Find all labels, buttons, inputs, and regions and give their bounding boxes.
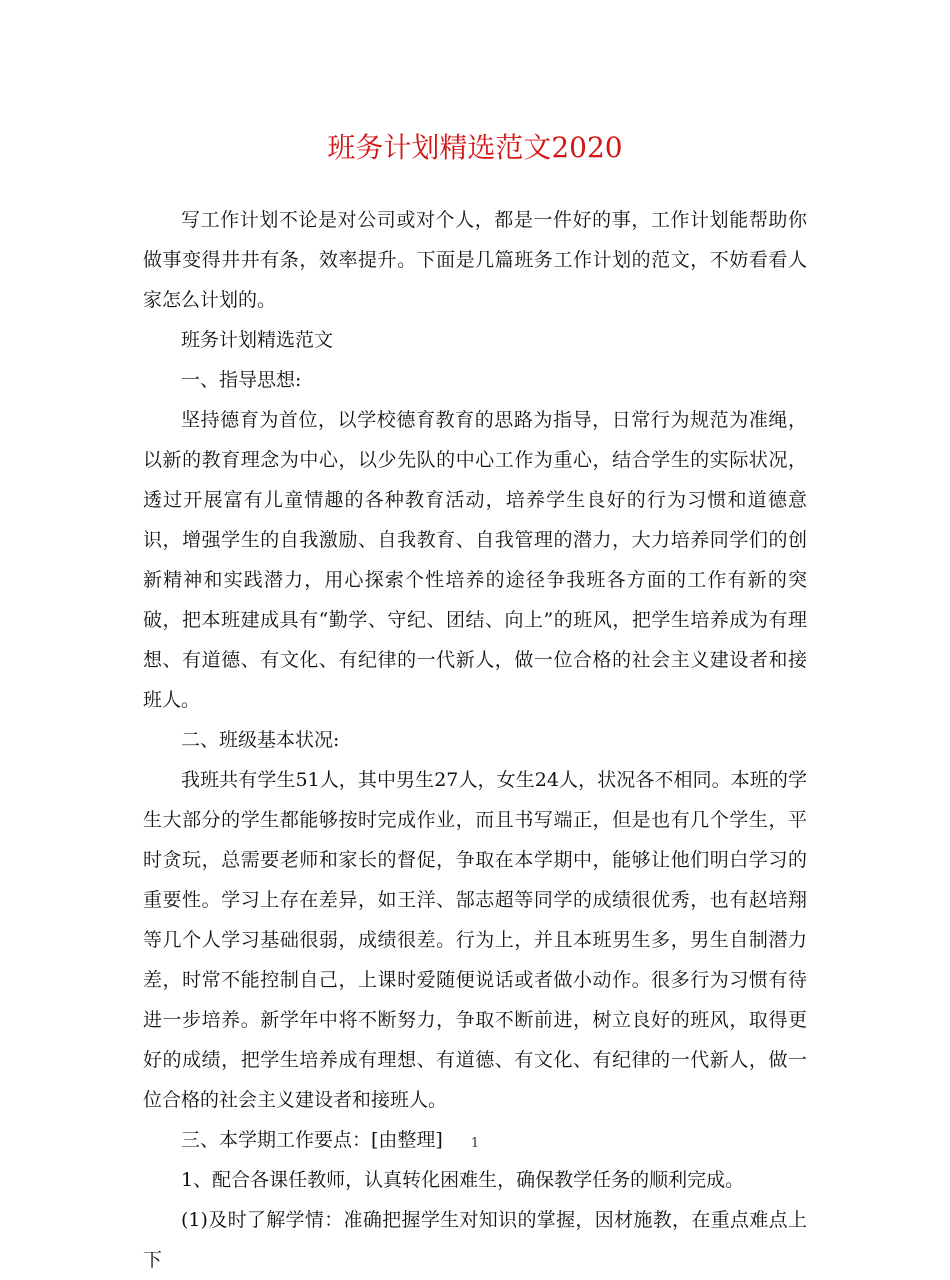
page-number: 1	[470, 1136, 480, 1151]
paragraph-class-status: 我班共有学生51人，其中男生27人，女生24人，状况各不相同。本班的学生大部分的学生都能够按时完成作业，而且书写端正，但是也有几个学生，平时贪玩，总需要老师和家长的督促，争取在本学期中，能够让他们明白学习的重要性。学习上存在差异，如王洋、郜志超等同学的成绩很优秀，也有赵培翔等几个人学习基础很弱，成绩很差。行为上，并且本班男生多，男生自制潜力差，时常不能控制自己，上课时爱随便说话或者做小动作。很多行为习惯有待进一步培养。新学年中将不断努力，争取不断前进，树立良好的班风，取得更好的成绩，把学生培养成有理想、有道德、有文化、有纪律的一代新人，做一位合格的社会主义建设者和接班人。	[143, 769, 807, 1111]
document-title: 班务计划精选范文2020	[327, 131, 623, 164]
document-body	[143, 200, 807, 1280]
intro-paragraph: 写工作计划不论是对公司或对个人，都是一件好的事，工作计划能帮助你做事变得井井有条，效率提升。下面是几篇班务工作计划的范文，不妨看看人家怎么计划的。	[143, 209, 807, 311]
list-item-1-1: (1)及时了解学情：准确把握学生对知识的掌握，因材施教，在重点难点上下	[143, 1209, 807, 1271]
paragraph-guiding-thought: 坚持德育为首位，以学校德育教育的思路为指导，日常行为规范为准绳，以新的教育理念为中心，以少先队的中心工作为重心，结合学生的实际状况，透过开展富有儿童情趣的各种教育活动，培养学生良好的行为习惯和道德意识，增强学生的自我激励、自我教育、自我管理的潜力，大力培养同学们的创新精神和实践潜力，用心探索个性培养的途径争我班各方面的工作有新的突破，把本班建成具有“勤学、守纪、团结、向上”的班风，把学生培养成为有理想、有道德、有文化、有纪律的一代新人，做一位合格的社会主义建设者和接班人。	[143, 409, 807, 711]
heading-work-points: 三、本学期工作要点：[由整理]	[181, 1129, 443, 1151]
section-title: 班务计划精选范文	[181, 329, 334, 351]
heading-guiding-thought: 一、指导思想:	[181, 369, 302, 391]
heading-class-status: 二、班级基本状况:	[181, 729, 340, 751]
list-item-1: 1、配合各课任教师，认真转化困难生，确保教学任务的顺利完成。	[181, 1169, 745, 1191]
